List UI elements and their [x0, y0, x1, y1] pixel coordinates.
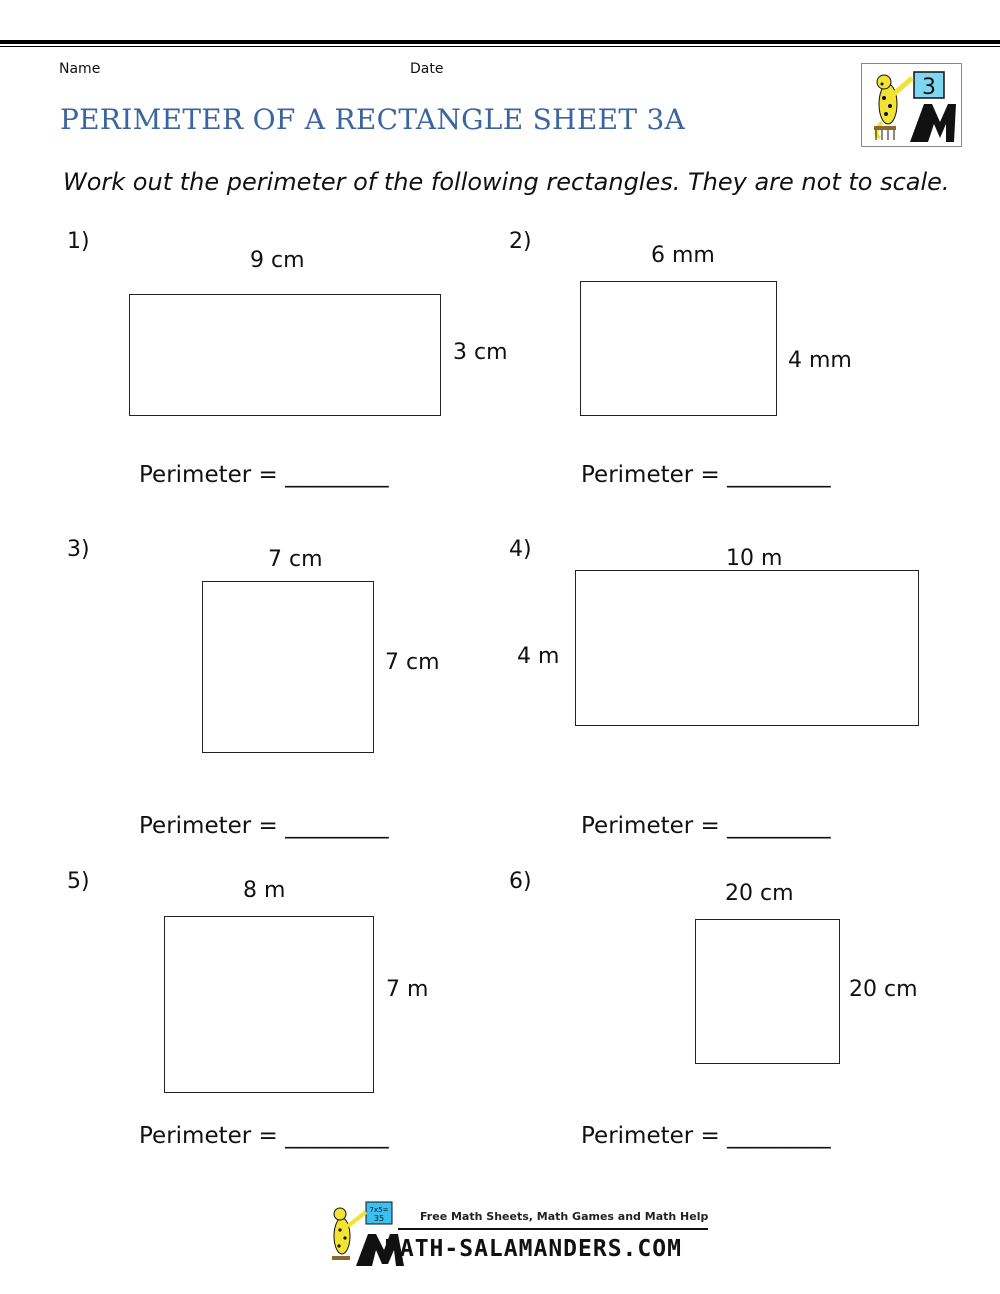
rectangle-shape — [580, 281, 777, 416]
perimeter-answer[interactable]: Perimeter = _________ — [581, 462, 831, 488]
rectangle-shape — [695, 919, 840, 1064]
perimeter-answer[interactable]: Perimeter = _________ — [139, 1123, 389, 1149]
footer-tagline: Free Math Sheets, Math Games and Math Help — [420, 1210, 709, 1223]
top-rule-thin — [0, 46, 1000, 47]
rectangle-shape — [129, 294, 441, 416]
perimeter-answer[interactable]: Perimeter = _________ — [581, 813, 831, 839]
grade-logo — [861, 63, 962, 147]
salamander-grade-icon — [862, 64, 961, 146]
footer-rule — [398, 1228, 708, 1230]
question-number: 3) — [67, 537, 90, 562]
rect-side-label: 20 cm — [849, 977, 918, 1002]
rectangle-shape — [164, 916, 374, 1093]
rectangle-shape — [575, 570, 919, 726]
perimeter-answer[interactable]: Perimeter = _________ — [139, 462, 389, 488]
rect-side-label: 4 m — [517, 644, 560, 669]
rect-top-label: 20 cm — [725, 881, 794, 906]
rect-top-label: 7 cm — [268, 547, 323, 572]
question-number: 6) — [509, 869, 532, 894]
rect-side-label: 7 cm — [385, 650, 440, 675]
svg-text:3: 3 — [922, 75, 936, 100]
rectangle-shape — [202, 581, 374, 753]
rect-top-label: 9 cm — [250, 248, 305, 273]
rect-side-label: 3 cm — [453, 340, 508, 365]
rect-top-label: 10 m — [726, 546, 783, 571]
top-rule-thick — [0, 40, 1000, 44]
question-number: 2) — [509, 229, 532, 254]
date-label: Date — [410, 61, 444, 77]
perimeter-answer[interactable]: Perimeter = _________ — [581, 1123, 831, 1149]
instructions: Work out the perimeter of the following rectangles. They are not to scale. — [63, 168, 950, 196]
perimeter-answer[interactable]: Perimeter = _________ — [139, 813, 389, 839]
footer-site-name[interactable]: MATH-SALAMANDERS.COM — [385, 1236, 682, 1262]
rect-top-label: 6 mm — [651, 243, 715, 268]
name-label: Name — [59, 61, 101, 77]
svg-text:35: 35 — [373, 1214, 385, 1223]
page-title: PERIMETER OF A RECTANGLE SHEET 3A — [60, 103, 686, 136]
rect-side-label: 4 mm — [788, 348, 852, 373]
question-number: 5) — [67, 869, 90, 894]
rect-side-label: 7 m — [386, 977, 429, 1002]
rect-top-label: 8 m — [243, 878, 286, 903]
question-number: 1) — [67, 229, 90, 254]
question-number: 4) — [509, 537, 532, 562]
svg-text:7x5=: 7x5= — [369, 1206, 389, 1214]
